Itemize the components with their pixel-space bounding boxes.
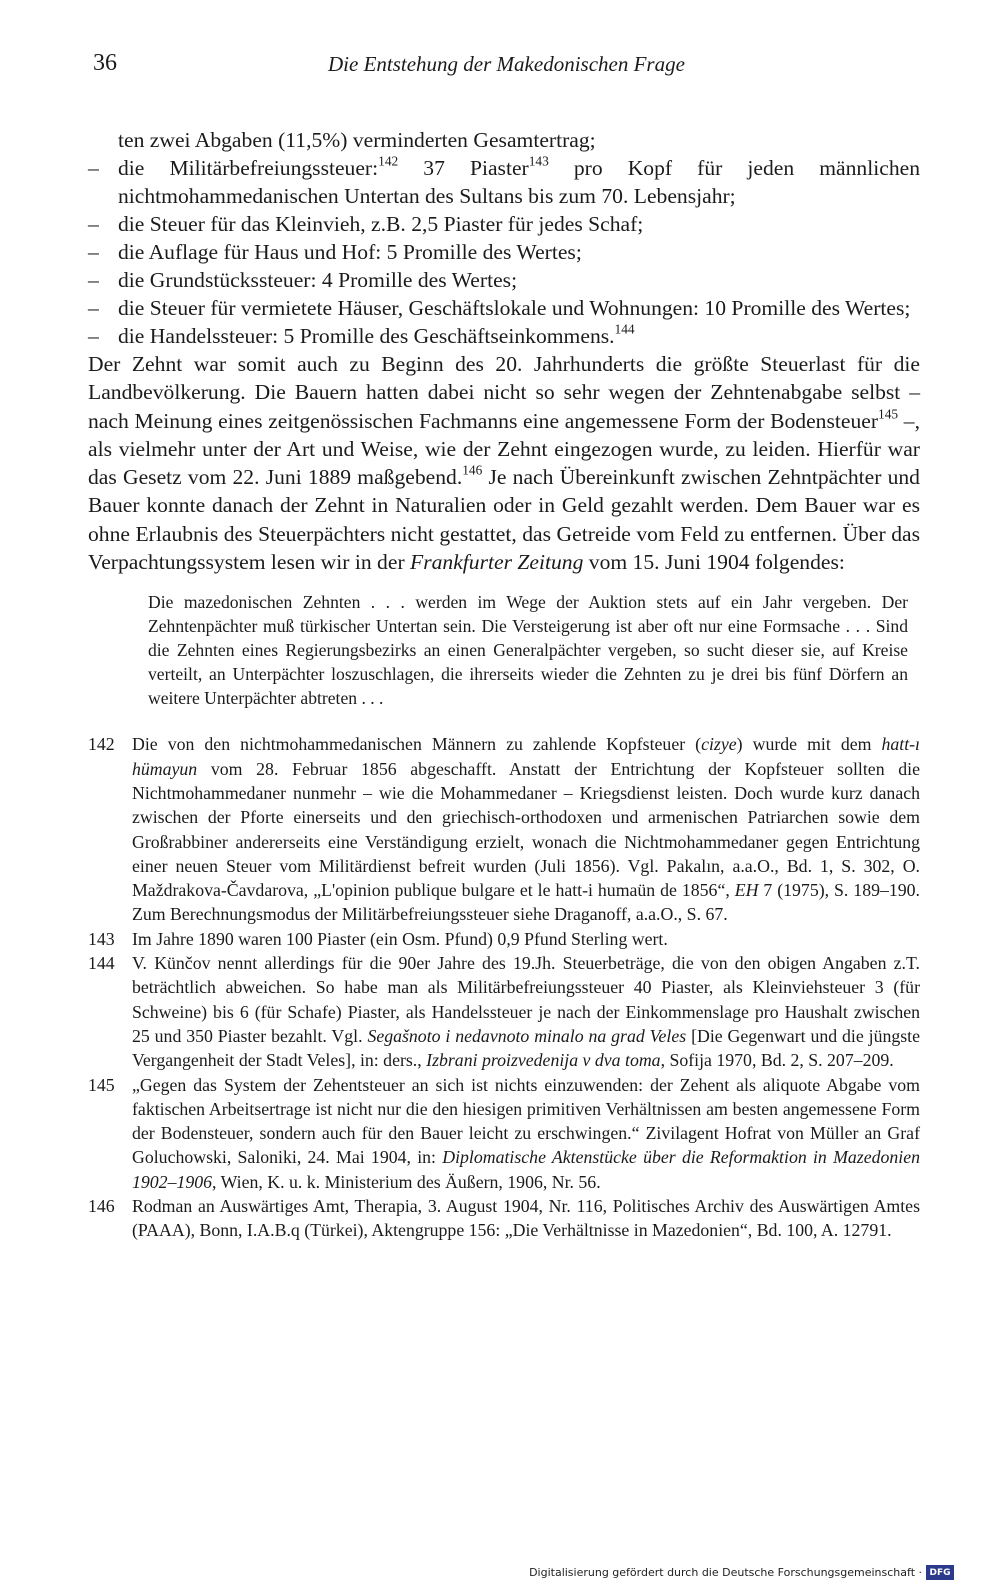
page-number: 36 [93, 50, 117, 76]
body-paragraph: Der Zehnt war somit auch zu Beginn des 20. Jahrhunderts die größte Steuerlast für die Landbevölkerung. Die Bauern hatten dabei nicht so sehr wegen der Zehntenabgabe selbst – nach Meinung eines zeitgenössischen Fachmanns eine angemessene Form der Bodensteuer$^{145}$ –, als vielmehr unter der Art und Weise, wie der Zehnt eingezogen wurde, zu leiden. Hierfür war das Gesetz vom 22. Juni 1889 maßgebend.$^{146}$ Je nach Übereinkunft zwischen Zehntpächter und Bauer konnte danach der Zehnt in Naturalien oder in Geld gezahlt werden. Dem Bauer war es ohne Erlaubnis des Steuerpächters nicht gestattet, das Getreide vom Feld zu entfernen. Über das Verpachtungssystem lesen wir in der Frankfurter Zeitung vom 15. Juni 1904 folgendes: [88, 352, 921, 575]
footnote-143: 143 Im Jahre 1890 waren 100 Piaster (ein Osm. Pfund) 0,9 Pfund Sterling wert. [88, 927, 920, 951]
list-item: – die Steuer für das Kleinvieh, z.B. 2,5 Piaster für jedes Schaf; [88, 212, 644, 236]
footnote-number: 144 [88, 953, 115, 974]
footnote-ref: 146 [462, 462, 483, 478]
footnotes [88, 732, 920, 1242]
list-continuation: ten zwei Abgaben (11,5%) verminderten Gesamtertrag; [118, 128, 596, 152]
block-quote: Die mazedonischen Zehnten . . . werden im Wege der Auktion stets auf ein Jahr vergeben. Der Zehntenpächter muß türkischer Untertan sein. Die Versteigerung ist aber oft nur eine Formsache . . . Sind die Zehnten eines Regierungsbezirks an einen Generalpächter vergeben, so sucht dieser sie, auf Kreise verteilt, an Unterpächter loszuschlagen, die ihrerseits wieder die Zehnten zu je drei bis fünf Dörfern an weitere Unterpächter abtreten . . . [148, 592, 908, 709]
running-title: Die Entstehung der Makedonischen Frage [328, 52, 685, 76]
footnote-ref: 145 [878, 406, 899, 422]
footnote-number: 146 [88, 1196, 115, 1217]
dash-marker: – [88, 324, 99, 348]
dash-marker: – [88, 156, 99, 180]
credit-text: Digitalisierung gefördert durch die Deutsche Forschungsgemeinschaft · [529, 1566, 922, 1579]
tax-list [88, 126, 920, 350]
footnote-142: 142 Die von den nichtmohammedanischen Männern zu zahlende Kopfsteuer (cizye) wurde mit dem hatt-ı hümayun vom 28. Februar 1856 abgeschafft. Anstatt der Entrichtung der Kopfsteuer sollten die Nichtmohammedaner nunmehr – wie die Mohammedaner – Kriegsdienst leisten. Doch wurde kurz danach zwischen der Pforte einerseits und den griechisch-orthodoxen und armenischen Patriarchen sowie dem Großrabbiner andererseits eine Verständigung erzielt, wonach die Nichtmohammedaner gegen Entrichtung einer neuen Steuer vom Militärdienst befreit wurden (Juli 1856). Vgl. Pakalın, a.a.O., Bd. 1, S. 302, O. Maždrakova-Čavdarova, „L'opinion publique bulgare et le hatt-i humaün de 1856“, EH 7 (1975), S. 189–190. Zum Berechnungsmodus der Militärbefreiungssteuer siehe Draganoff, a.a.O., S. 67. [88, 734, 920, 925]
main-text-block [88, 126, 920, 1243]
newspaper-title: Frankfurter Zeitung [410, 550, 584, 575]
list-item: – die Militärbefreiungssteuer:$^{142}$ 37 Piaster$^{143}$ pro Kopf für jeden männlichen nichtmohammedanischen Untertan des Sultans bis zum 70. Lebensjahr; [88, 153, 920, 208]
dash-marker: – [88, 240, 99, 264]
list-item: – die Grundstückssteuer: 4 Promille des Wertes; [88, 268, 518, 292]
dash-marker: – [88, 296, 99, 320]
list-item: – die Steuer für vermietete Häuser, Geschäftslokale und Wohnungen: 10 Promille des Wertes; [88, 296, 911, 320]
footnote-number: 143 [88, 928, 115, 949]
list-item: – die Auflage für Haus und Hof: 5 Promille des Wertes; [88, 240, 582, 264]
dash-marker: – [88, 268, 99, 292]
footnote-number: 145 [88, 1074, 115, 1095]
footnote-145: 145 „Gegen das System der Zehentsteuer an sich ist nichts einzuwenden: der Zehent als aliquote Abgabe vom faktischen Arbeitsertrage ist nicht nur die den hiesigen primitiven Verhältnissen am besten angemessene Form der Bodensteuer, sondern auch für den Bauer leicht zu erschwingen.“ Zivilagent Hofrat von Müller an Graf Goluchowski, Saloniki, 24. Mai 1904, in: Diplomatische Aktenstücke über die Reformaktion in Mazedonien 1902–1906, Wien, K. u. k. Ministerium des Äußern, 1906, Nr. 56. [88, 1074, 920, 1192]
dfg-logo: DFG [926, 1565, 954, 1580]
footnote-ref: 144 [614, 321, 635, 337]
list-item: – die Handelssteuer: 5 Promille des Geschäftseinkommens.$^{144}$ [88, 321, 635, 348]
footnote-number: 142 [88, 734, 115, 755]
dfg-credit [529, 1565, 954, 1580]
footnote-ref: 142 [378, 153, 399, 169]
footnote-144: 144 V. Künčov nennt allerdings für die 90er Jahre des 19.Jh. Steuerbeträge, die von den obigen Angaben z.T. beträchtlich abweichen. So habe man als Militärbefreiungssteuer 40 Piaster, als Kleinviehsteuer 3 (für Schweine) bis 6 (für Schafe) Piaster, als Handelssteuer je nach der Einkommenslage pro Haushalt zwischen 25 und 350 Piaster bezahlt. Vgl. Segašnoto i nedavnoto minalo na grad Veles [Die Gegenwart und die jüngste Vergangenheit der Stadt Veles], in: ders., Izbrani proizvedenija v dva toma, Sofija 1970, Bd. 2, S. 207–209. [88, 953, 920, 1071]
footnote-146: 146 Rodman an Auswärtiges Amt, Therapia, 3. August 1904, Nr. 116, Politisches Archiv des Auswärtigen Amtes (PAAA), Bonn, I.A.B.q (Türkei), Aktengruppe 156: „Die Verhältnisse in Mazedonien“, Bd. 100, A. 12791. [88, 1196, 920, 1241]
dash-marker: – [88, 212, 99, 236]
footnote-ref: 143 [528, 153, 549, 169]
